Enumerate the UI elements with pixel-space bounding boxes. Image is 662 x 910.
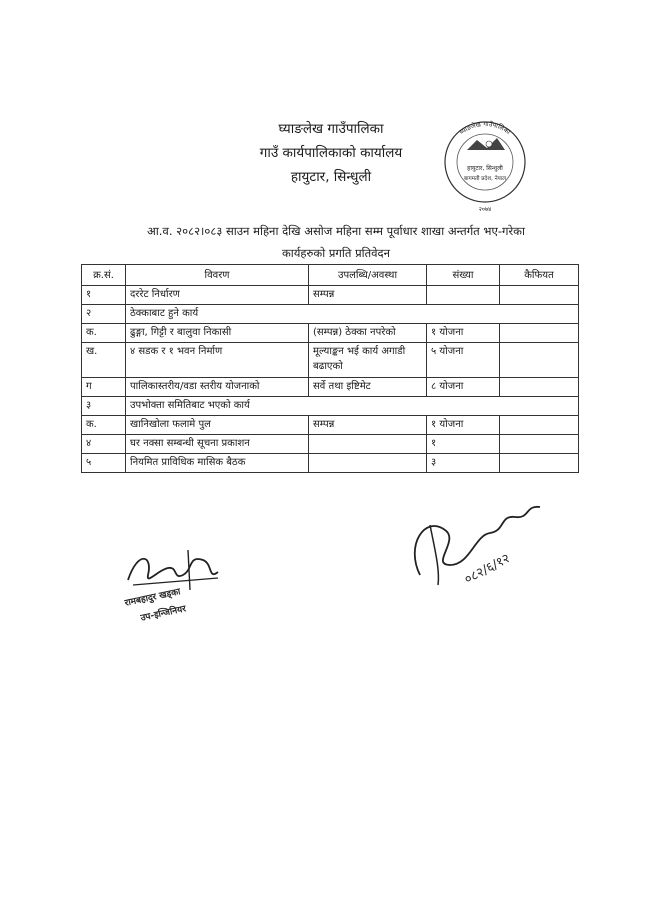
row-serial: ३ xyxy=(82,397,126,416)
row-description: नियमित प्राविधिक मासिक बैठक xyxy=(126,454,309,473)
report-title-line-1: आ.व. २०८२।०८३ साउन महिना देखि असोज महिना सम्म पूर्वाधार शाखा अन्तर्गत भए-गरेका xyxy=(147,224,525,238)
row-description: दररेट निर्धारण xyxy=(126,286,309,305)
row-remark xyxy=(500,343,579,378)
row-remark xyxy=(500,378,579,397)
report-title-line-2: कार्यहरुको प्रगति प्रतिवेदन xyxy=(281,246,391,260)
row-serial: ५ xyxy=(82,454,126,473)
table-row xyxy=(82,286,579,305)
seal-mid-text: हायुटार, सिन्धुली xyxy=(467,165,503,172)
row-serial: क. xyxy=(82,416,126,435)
row-serial: २ xyxy=(82,305,126,324)
row-description: उपभोक्ता समितिबाट भएको कार्य xyxy=(126,397,579,416)
header-status: उपलब्धि/अवस्था xyxy=(309,265,427,286)
row-count: १ योजना xyxy=(427,324,500,343)
stamp-title: उप-इन्जिनियर xyxy=(139,604,187,624)
table-row xyxy=(82,416,579,435)
row-count: ८ योजना xyxy=(427,378,500,397)
row-status xyxy=(309,454,427,473)
table-row xyxy=(82,343,579,378)
row-remark xyxy=(500,435,579,454)
progress-table xyxy=(81,264,579,473)
row-remark xyxy=(500,324,579,343)
header-serial: क्र.सं. xyxy=(82,265,126,286)
handwritten-signature-icon xyxy=(118,540,248,630)
row-serial: ख. xyxy=(82,343,126,378)
municipality-seal-icon xyxy=(437,110,533,216)
table-row xyxy=(82,454,579,473)
row-description: ठेक्काबाट हुने कार्य xyxy=(126,305,579,324)
handwritten-signature-icon xyxy=(400,495,580,605)
row-description: पालिकास्तरीय/वडा स्तरीय योजनाको xyxy=(126,378,309,397)
table-header-row xyxy=(82,265,579,286)
row-count: १ xyxy=(427,435,500,454)
table-row xyxy=(82,378,579,397)
row-status: सर्वे तथा इष्टिमेट xyxy=(309,378,427,397)
table-row xyxy=(82,324,579,343)
seal-bottom-text: बागमती प्रदेश, नेपाल xyxy=(464,176,506,182)
row-description: ढुङ्गा, गिट्टी र बालुवा निकासी xyxy=(126,324,309,343)
municipality-name: घ्याङलेख गाउँपालिका xyxy=(278,121,384,137)
office-name: गाउँ कार्यपालिकाको कार्यालय xyxy=(259,145,403,161)
row-serial: ४ xyxy=(82,435,126,454)
office-header xyxy=(200,117,462,189)
row-serial: क. xyxy=(82,324,126,343)
header-description: विवरण xyxy=(126,265,309,286)
seal-top-text: घ्याङलेख गाउँपालिका xyxy=(457,119,512,137)
report-title xyxy=(80,220,592,264)
row-count: ५ योजना xyxy=(427,343,500,378)
row-status: (सम्पन्न) ठेक्का नपरेको xyxy=(309,324,427,343)
signature-date: ०८२/६/१२ xyxy=(462,551,513,588)
row-count xyxy=(427,286,500,305)
row-status xyxy=(309,435,427,454)
row-count: १ योजना xyxy=(427,416,500,435)
row-serial: ग xyxy=(82,378,126,397)
row-description: घर नक्सा सम्बन्धी सूचना प्रकाशन xyxy=(126,435,309,454)
row-description: ४ सडक र १ भवन निर्माण xyxy=(126,343,309,378)
row-status: मूल्याङ्कन भई कार्य अगाडी बढाएको xyxy=(309,343,427,378)
officer-signature xyxy=(400,495,580,605)
row-remark xyxy=(500,454,579,473)
seal-year: २०७४ xyxy=(478,206,492,213)
row-serial: १ xyxy=(82,286,126,305)
table-row xyxy=(82,435,579,454)
row-status: सम्पन्न xyxy=(309,416,427,435)
engineer-signature xyxy=(118,540,248,630)
row-status: सम्पन्न xyxy=(309,286,427,305)
row-description: खानिखोला फलामे पुल xyxy=(126,416,309,435)
row-remark xyxy=(500,416,579,435)
row-remark xyxy=(500,286,579,305)
row-count: ३ xyxy=(427,454,500,473)
header-remark: कैफियत xyxy=(500,265,579,286)
office-address: हायुटार, सिन्धुली xyxy=(290,169,372,185)
stamp-name: रामबहादुर खड्का xyxy=(123,587,182,609)
table-row xyxy=(82,397,579,416)
header-count: संख्या xyxy=(427,265,500,286)
table-row xyxy=(82,305,579,324)
